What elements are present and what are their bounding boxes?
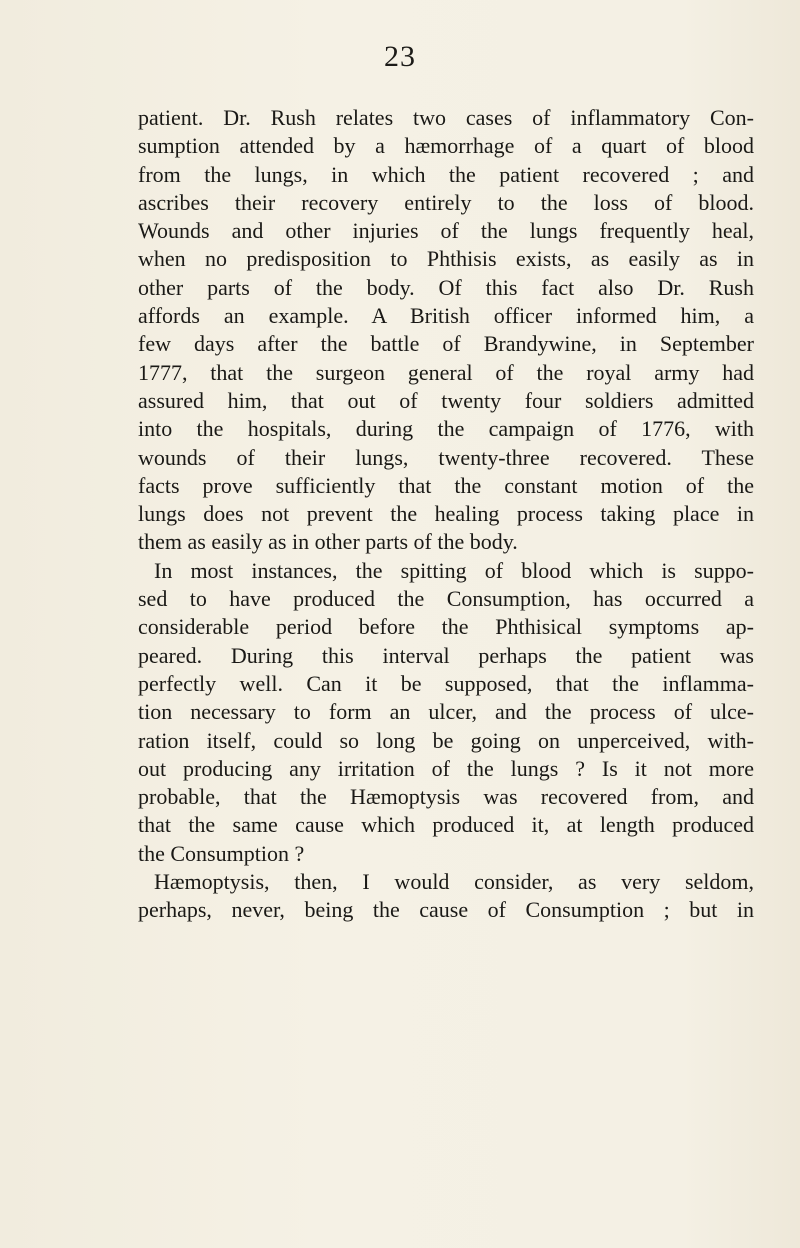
text-line: wounds of their lungs, twenty-three recovered. These bbox=[138, 444, 754, 470]
text-line: lungs does not prevent the healing process taking place in bbox=[138, 501, 754, 527]
paragraph-start-line: In most instances, the spitting of blood which is suppo- bbox=[154, 557, 754, 583]
text-line: perhaps, never, being the cause of Consumption ; but in bbox=[138, 897, 754, 923]
text-line: ration itself, could so long be going on unperceived, with- bbox=[138, 727, 754, 753]
text-line: peared. During this interval perhaps the patient was bbox=[138, 642, 754, 668]
text-line: out producing any irritation of the lungs ? Is it not more bbox=[138, 755, 754, 781]
text-line: from the lungs, in which the patient recovered ; and bbox=[138, 161, 754, 187]
text-line: tion necessary to form an ulcer, and the process of ulce- bbox=[138, 699, 754, 725]
text-line: few days after the battle of Brandywine, in September bbox=[138, 331, 754, 357]
body-text bbox=[138, 104, 754, 925]
page-number: 23 bbox=[384, 40, 416, 73]
text-line: affords an example. A British officer informed him, a bbox=[138, 303, 754, 329]
text-line: them as easily as in other parts of the body. bbox=[138, 529, 518, 555]
text-line: sed to have produced the Consumption, has occurred a bbox=[138, 586, 754, 612]
text-line: patient. Dr. Rush relates two cases of inflammatory Con- bbox=[138, 105, 754, 130]
text-line: assured him, that out of twenty four soldiers admitted bbox=[138, 387, 754, 413]
text-line: into the hospitals, during the campaign of 1776, with bbox=[138, 416, 754, 442]
text-line: when no predisposition to Phthisis exists, as easily as in bbox=[138, 246, 754, 272]
text-line: perfectly well. Can it be supposed, that the inflamma- bbox=[138, 670, 754, 696]
text-line: Wounds and other injuries of the lungs frequently heal, bbox=[138, 218, 754, 244]
text-line: the Consumption ? bbox=[138, 840, 305, 866]
text-line: ascribes their recovery entirely to the loss of blood. bbox=[138, 189, 754, 215]
text-line: that the same cause which produced it, at length produced bbox=[138, 812, 754, 838]
text-line: probable, that the Hæmoptysis was recovered from, and bbox=[138, 784, 754, 810]
text-line: sumption attended by a hæmorrhage of a quart of blood bbox=[138, 133, 754, 159]
paragraph-start-line: Hæmoptysis, then, I would consider, as very seldom, bbox=[154, 869, 754, 895]
text-line: other parts of the body. Of this fact also Dr. Rush bbox=[138, 274, 754, 300]
text-line: facts prove sufficiently that the constant motion of the bbox=[138, 472, 754, 498]
text-line: considerable period before the Phthisical symptoms ap- bbox=[138, 614, 754, 640]
text-line: 1777, that the surgeon general of the royal army had bbox=[138, 359, 754, 385]
